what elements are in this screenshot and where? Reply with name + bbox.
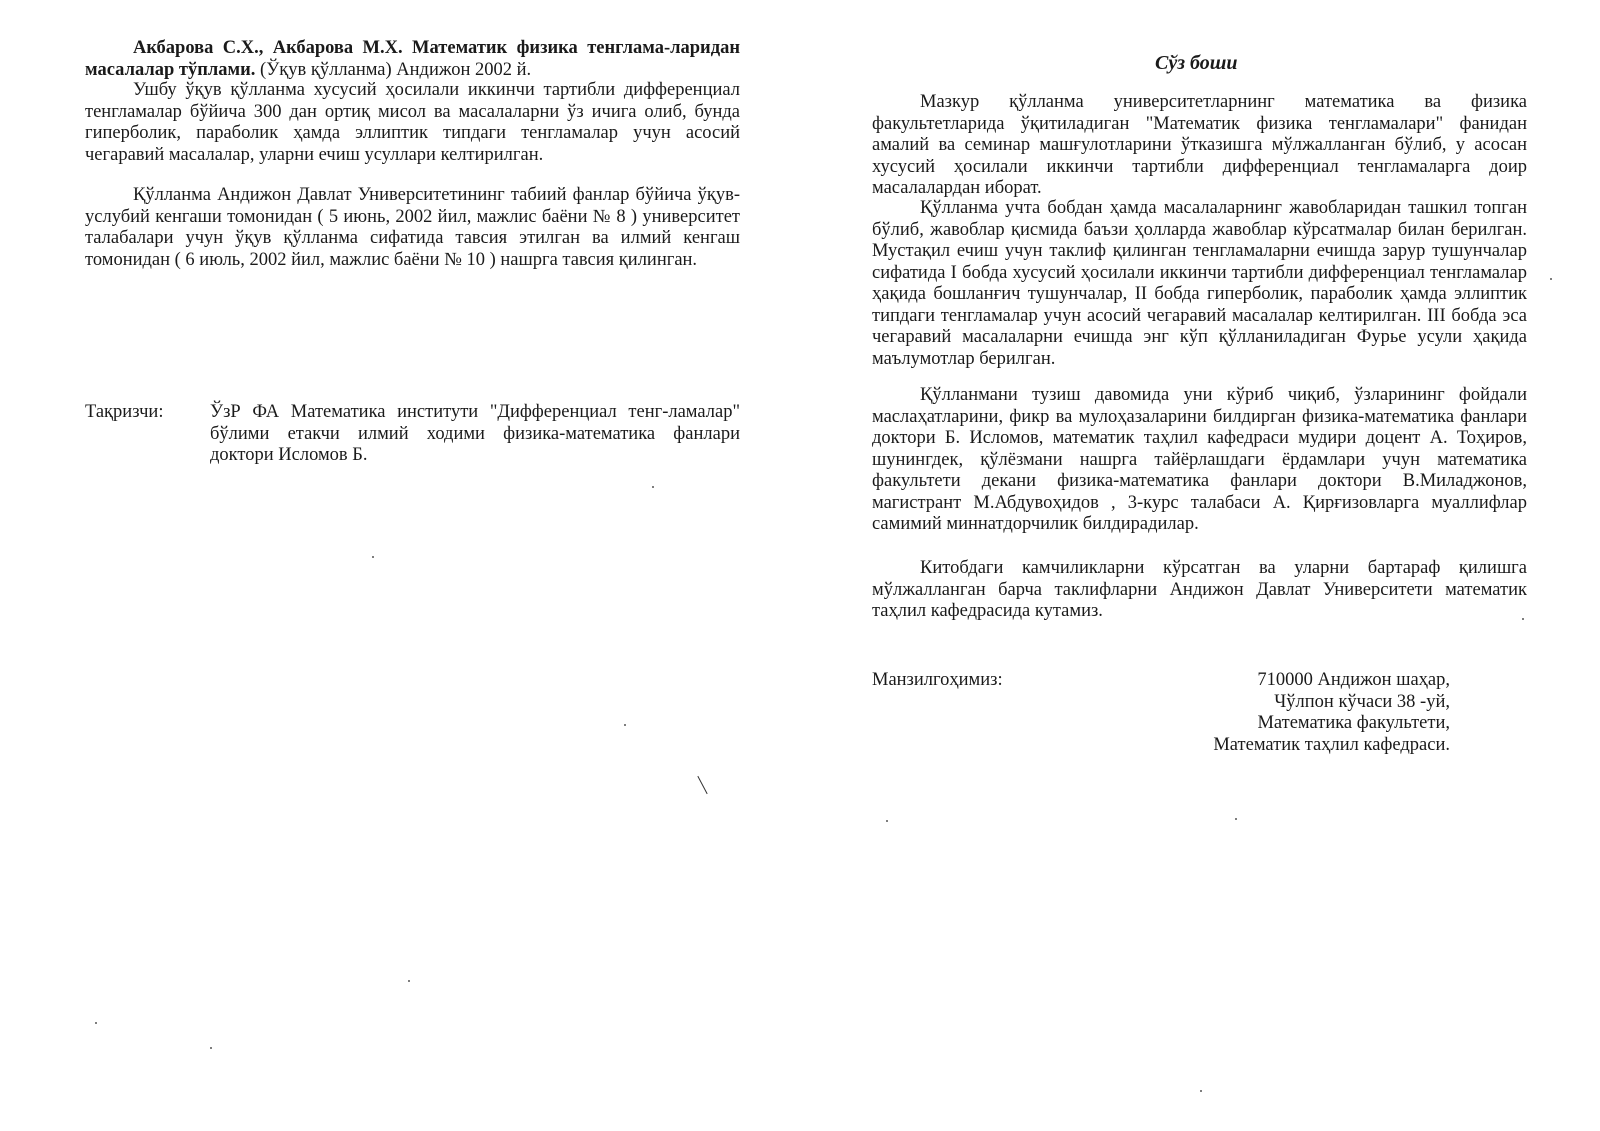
scan-speck (624, 724, 626, 726)
address-line: Математика факультети, (1257, 713, 1450, 733)
scan-speck (886, 820, 888, 822)
preface-paragraph-1: Мазкур қўлланма университетларнинг математика ва физика факультетларида ўқитиладиган "Математик физика тенгламалари" фанидан амалий ва семинар машғулотларини ўтказишга мўлжалланган бўлиб, у асосан хусусий ҳосилали иккинчи тартибли дифференциал тенгламаларга доир масалалардан иборат. (872, 92, 1527, 198)
preface-paragraph-4: Китобдаги камчиликларни кўрсатган ва уларни бартараф қилишга мўлжалланган барча таклифларни Андижон Давлат Университети математик таҳлил кафедрасида кутамиз. (872, 558, 1527, 621)
abstract-paragraph: Ушбу ўқув қўлланма хусусий ҳосилали иккинчи тартибли дифференциал тенгламалар бўйича 300 дан ортиқ мисол ва масалаларни ўз ичига олиб, бунда гиперболик, параболик ҳамда эллиптик типдаги тенгламалар учун асосий чегаравий масалалар, уларни ечиш усуллари келтирилган. (85, 80, 740, 165)
scan-speck (408, 980, 410, 982)
preface-title: Сўз боши (1155, 52, 1238, 74)
scan-speck (1522, 618, 1524, 620)
scan-speck (210, 1047, 212, 1049)
citation-paragraph (85, 38, 740, 81)
address-line: 710000 Андижон шаҳар, (1257, 670, 1450, 690)
citation-authors: Акбарова С.Х., Акбарова М.Х. Математик физика тенглама-ларидан масалалар тўплами. (85, 38, 740, 80)
address-line: Математик таҳлил кафедраси. (1213, 734, 1450, 755)
preface-paragraph-2: Қўлланма учта бобдан ҳамда масалаларнинг жавобларидан ташкил топган бўлиб, жавоблар қисмида баъзи ҳолларда жавоблар кўрсатмалар билан берилган. Мустақил ечиш учун таклиф қилинган тенгламаларни ечишда зарур тушунчалар сифатида I бобда хусусий ҳосилали иккинчи тартибли дифференциал тенгламалар ҳақида бошланғич тушунчалар, II бобда гиперболик, параболик ҳамда эллиптик типдаги тенгламалар учун асосий чегаравий масалалар келтирилган. III бобда эса чегаравий масалаларни ечишда энг кўп қўлланиладиган Фурье усули ҳақида маълумотлар берилган. (872, 198, 1527, 369)
scan-speck (1200, 1090, 1202, 1092)
scan-speck (372, 556, 374, 558)
address-block (1213, 670, 1450, 756)
scan-speck (1550, 278, 1552, 280)
address-label: Манзилгоҳимиз: (872, 670, 1003, 690)
reviewer-text: ЎзР ФА Математика институти "Дифференциал тенг-ламалар" бўлими етакчи илмий ходими физика-математика фанлари доктори Исломов Б. (210, 402, 740, 465)
address-line: Чўлпон кўчаси 38 -уй, (1274, 691, 1450, 712)
reviewer-label: Тақризчи: (85, 402, 164, 422)
scan-speck (95, 1022, 97, 1024)
approval-paragraph: Қўлланма Андижон Давлат Университетининг табиий фанлар бўйича ўқув-услубий кенгаши томонидан ( 5 июнь, 2002 йил, мажлис баёни № 8 ) университет талабалари учун ўқув қўлланма сифатида тавсия этилган ва илмий кенгаш томонидан ( 6 июль, 2002 йил, мажлис баёни № 10 ) нашрга тавсия қилинган. (85, 185, 740, 270)
scan-speck (652, 486, 654, 488)
scan-speck (1235, 818, 1237, 820)
preface-paragraph-3: Қўлланмани тузиш давомида уни кўриб чиқиб, ўзларининг фойдали маслаҳатларини, фикр ва мулоҳазаларини билдирган физика-математика фанлари доктори Б. Исломов, математик таҳлил кафедраси мудири доцент А. Тоҳиров, шунингдек, қўлёзмани нашрга тайёрлашдаги ёрдамлари учун математика факультети декани физика-математика фанлари доктори В.Миладжонов, магистрант М.Абдувоҳидов , 3-курс талабаси А. Қирғизовларга муаллифлар самимий миннатдорчилик билдирадилар. (872, 385, 1527, 534)
citation-rest: (Ўқув қўлланма) Андижон 2002 й. (255, 59, 532, 80)
